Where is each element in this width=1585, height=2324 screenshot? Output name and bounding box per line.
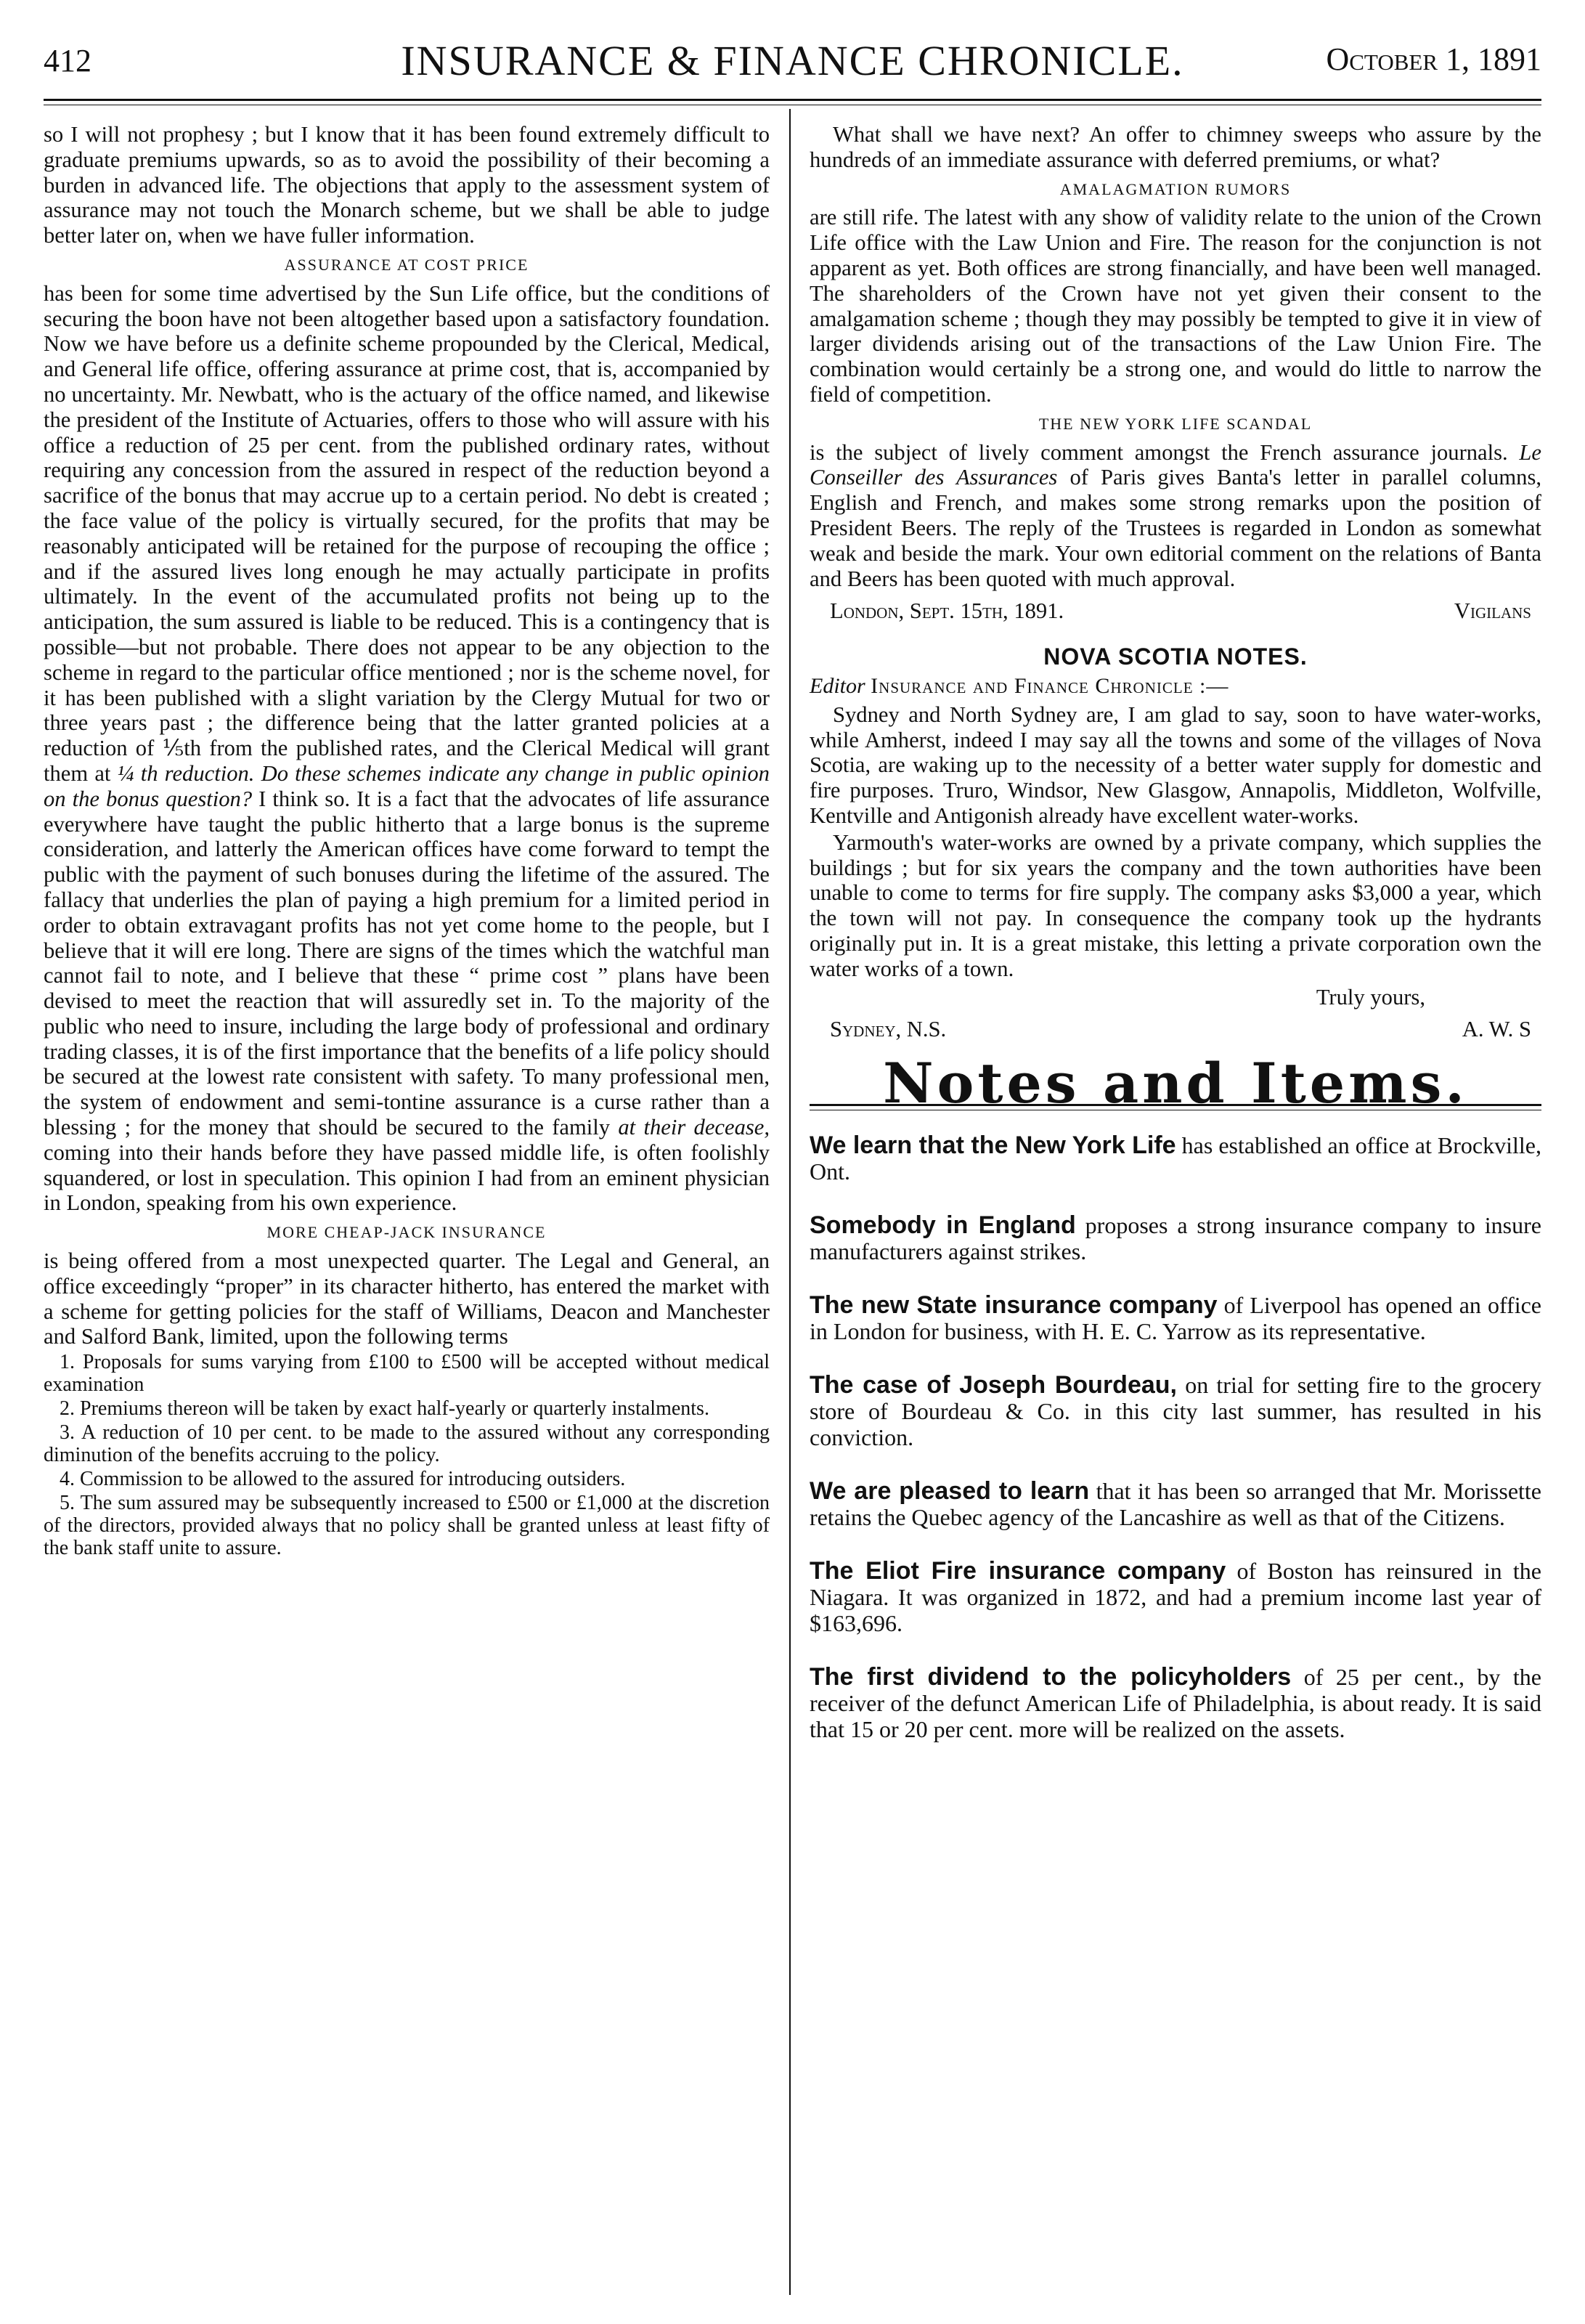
item-text: of 25 per cent., by the receiver of the defunct American Life of Philadelphia, is about ready. It is said that 15 or 20 per cent. more will be realized on the assets. [810, 1663, 1542, 1742]
paragraph-cheap-jack: is being offered from a most unexpected quarter. The Legal and General, an office exceedingly “proper” in its character hitherto, has entered the market with a scheme for getting policies for the staff of Williams, Deacon and Manchester and Salford Bank, limited, upon the following terms [44, 1248, 770, 1349]
list-item: 2. Premiums thereon will be taken by exact half-yearly or quarterly instalments. [60, 1397, 709, 1421]
item-lead: The case of Joseph Bourdeau, [810, 1370, 1177, 1399]
item-text: that it has been so arranged that Mr. Morissette retains the Quebec agency of the Lancashire as well as that of the Citizens. [810, 1477, 1542, 1530]
paragraph-nova-1: Sydney and North Sydney are, I am glad to say, soon to have water-works, while Amherst, indeed I may say all the towns and some of the villages of Nova Scotia, are waking up to the necessity of a better water supply for domestic and fire purposes. Truro, Windsor, New Glasgow, Annapolis, Middleton, Wolfville, Kentville and Antigonish already have excellent water-works. [810, 702, 1541, 828]
item-lead: The new State insurance company [810, 1291, 1218, 1319]
journal-title: Le Conseiller des Assurances [810, 439, 1541, 490]
signoff-name: Vigilans [1454, 598, 1531, 624]
editor-address [810, 674, 1541, 699]
nova-place: Sydney, N.S. [830, 1017, 947, 1042]
letter-closing: Truly yours, [1316, 984, 1425, 1009]
item-text: on trial for setting fire to the grocery store of Bourdeau & Co. in this city last summer, has resulted in his conviction. [810, 1371, 1541, 1450]
paragraph-what-next: What shall we have next? An offer to chimney sweeps who assure by the hundreds of an immediate assurance with deferred premiums, or what? [810, 122, 1541, 172]
list-item [810, 1132, 1541, 1185]
editor-prefix: Editor [810, 673, 865, 698]
paragraph-new-york-life [810, 440, 1541, 592]
page-number: 412 [44, 43, 91, 78]
item-lead: The first dividend to the policyholders [810, 1662, 1292, 1691]
paragraph-cost-price-italic2: at their decease, [618, 1115, 770, 1140]
list-item [810, 1664, 1541, 1742]
item-lead: The Eliot Fire insurance company [810, 1556, 1226, 1585]
nova-signoff-line [810, 1017, 1541, 1042]
page-header [44, 29, 1541, 94]
item-text: has established an office at Brockville, Ont. [810, 1131, 1541, 1185]
subhead-amalgamation: AMALAGMATION RUMORS [1059, 179, 1292, 198]
list-item [810, 1292, 1541, 1344]
item-text: proposes a strong insurance company to insure manufacturers against strikes. [810, 1211, 1541, 1264]
paragraph-nyl-lead: is the subject of lively comment amongst the French assurance journals. [810, 439, 1520, 465]
signoff-line [810, 598, 1541, 624]
list-item: 5. The sum assured may be subsequently increased to £500 or £1,000 at the discretion of the directors, provided always that no policy shall be granted unless at least fifty of the bank staff unite to assure. [44, 1492, 770, 1560]
subhead-new-york-life: THE NEW YORK LIFE SCANDAL [1038, 414, 1313, 433]
paragraph-nova-2: Yarmouth's water-works are owned by a private company, which supplies the buildings ; but for six years the company and the town authorities have been unable to come to terms for fire supply. The company asks $3,000 a year, which the town will not pay. In consequence the company took up the hydrants originally put in. It is a great mistake, this letting a private corporation own the water works of a town. [810, 829, 1541, 981]
paragraph-cost-price-cont: I think so. It is a fact that the advocates of life assurance everywhere have taught the public hitherto that a large bonus is the supreme consideration, and latterly the American offices have come forward to tempt the public with the payment of such bonuses during the lifetime of the assured. The fallacy that underlies the plan of paying a high premium for a limited period in order to obtain extravagant profits has not yet come home to the people, but I believe that it will ere long. There are signs of the times which the watchful man cannot fail to note, and I believe that these “ prime cost ” plans have been devised to meet the reaction that will assuredly set in. To the majority of the public who need to insure, including the large body of professional and ordinary trading classes, it is of the first importance that the benefits of a life policy should be secured at the lowest rate consistent with safety. To many professional men, the system of endowment and semi-tontine assurance is a curse rather than a blessing ; for the money that should be secured to the family [44, 786, 770, 1140]
column-divider [789, 109, 791, 2295]
item-lead: We are pleased to learn [810, 1476, 1090, 1505]
paragraph-monarch: so I will not prophesy ; but I know that it has been found extremely difficult to graduate premiums upwards, so as to avoid the possibility of their becoming a burden in advanced life. The objections that apply to the assessment system of assurance may not touch the Monarch scheme, but we shall be able to judge better later on, when we have fuller information. [44, 122, 770, 248]
notes-list [810, 1132, 1541, 1742]
right-column [810, 122, 1541, 1770]
list-item [810, 1212, 1541, 1264]
subhead-cheap-jack: MORE CHEAP-JACK INSURANCE [266, 1223, 547, 1242]
list-item: 4. Commission to be allowed to the assured for introducing outsiders. [60, 1468, 626, 1491]
terms-list [44, 1351, 770, 1559]
list-item: 1. Proposals for sums varying from £100 to £500 will be accepted without medical examination [44, 1351, 770, 1397]
issue-date: October 1, 1891 [1326, 41, 1541, 77]
header-rule [44, 99, 1541, 101]
newspaper-page [44, 29, 1541, 2295]
item-lead: We learn that the New York Life [810, 1131, 1176, 1159]
paragraph-cost-price-text: has been for some time advertised by the Sun Life office, but the conditions of securing the boon have not been altogether based upon a satisfactory foundation. Now we have before us a definite scheme propounded by the Clerical, Medical, and General life office, offering assurance at prime cost, that is, accompanied by no uncertainty. Mr. Newbatt, who is the actuary of the office named, and likewise the president of the Institute of Actuaries, offers to those who will assure with his office a reduction of 25 per cent. from the published ordinary rates, without requiring any concession from the assured in respect of the reduction beyond a sacrifice of the bonus that may accrue up to a certain period. No debt is created ; the face value of the policy is virtually secured, for the profits that may be reasonably anticipated will be retained for the purpose of recouping the office ; and if the assured lives long enough he may actually participate in profits ultimately. In the event of the accumulated profits not being up to the anticipation, the sum assured is liable to be reduced. This is a contingency that is possible—but not probable. There does not appear to be any objection to the scheme in regard to the particular office mentioned ; nor is the scheme novel, for it has been published with a slight variation by the Clergy Mutual for two or three years past ; the difference being that the latter granted policies at a reduction of ⅕th from the published rates, and the Clerical Medical will grant them at [44, 280, 770, 786]
nova-name: A. W. S [1462, 1017, 1531, 1042]
left-column [44, 122, 770, 1561]
notes-and-items-title: Notes and Items. [883, 1051, 1468, 1116]
nova-scotia-title: NOVA SCOTIA NOTES. [1043, 643, 1308, 670]
item-text: of Liverpool has opened an office in London for business, with H. E. C. Yarrow as its representative. [810, 1291, 1541, 1344]
subhead-cost-price: ASSURANCE AT COST PRICE [284, 255, 529, 274]
paragraph-cost-price-italic: ¼ th reduction. Do these schemes indicate any change in public opinion on the bonus question? [44, 760, 770, 811]
publication-title: INSURANCE & FINANCE CHRONICLE. [401, 37, 1184, 84]
item-text: of Boston has reinsured in the Niagara. It was organized in 1872, and had a premium income last year of $163,696. [810, 1557, 1541, 1636]
paragraph-cost-price [44, 281, 770, 1216]
list-item [810, 1372, 1541, 1450]
list-item [810, 1558, 1541, 1636]
item-lead: Somebody in England [810, 1211, 1076, 1239]
list-item: 3. A reduction of 10 per cent. to be made to the assured without any corresponding diminution of the benefits accruing to the policy. [44, 1421, 770, 1467]
editor-name: Insurance and Finance Chronicle :— [871, 673, 1229, 698]
list-item [810, 1478, 1541, 1530]
signoff-place: London, Sept. 15th, 1891. [830, 598, 1064, 624]
paragraph-amalgamation: are still rife. The latest with any show of validity relate to the union of the Crown Life office with the Law Union and Fire. The reason for the conjunction is not apparent as yet. Both offices are strong financially, and have been well managed. The shareholders of the Crown have not yet given their consent to the amalgamation scheme ; though they may possibly be tempted to give it in view of larger dividends arising out of the transactions of the Law Union Fire. The combination would certainly be a strong one, and would do little to narrow the field of competition. [810, 205, 1541, 407]
paragraph-nyl-text: of Paris gives Banta's letter in parallel columns, English and French, and makes some strong remarks upon the position of President Beers. The reply of the Trustees is regarded in London as somewhat weak and beside the mark. Your own editorial comment on the relations of Banta and Beers has been quoted with much approval. [810, 465, 1541, 591]
paragraph-cost-price-end: coming into their hands before they have passed middle life, is often foolishly squandered, or lost in speculation. This opinion I had from an eminent physician in London, speaking from his own experience. [44, 1139, 770, 1216]
